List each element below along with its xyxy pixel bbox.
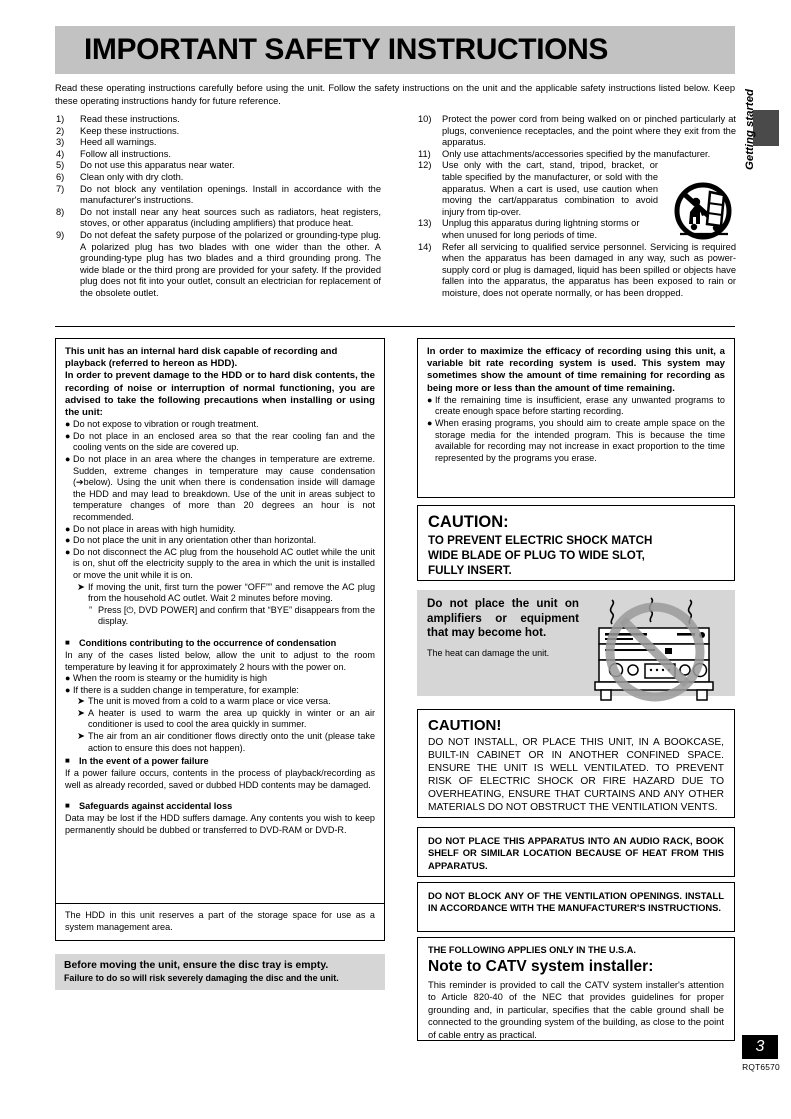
instruction-text: Do not defeat the safety purpose of the polarized or grounding-type plug. A polarized plug has two blades with one wider than the other. A grounding-type plug has two blades and a third grounding prong. The wide blade or the third prong are provided for your safety. If the provided plug does not fit into your outlet, consult an electrician for replacement of the obsolete outlet.	[80, 229, 381, 298]
section-tab-label: Getting started	[744, 88, 756, 170]
square-bullet-icon: ■	[65, 637, 70, 647]
hdd-precautions-box	[55, 338, 385, 910]
instruction-item	[56, 160, 381, 172]
bullet-text: Do not disconnect the AC plug from the household AC outlet while the unit is on, shut off the electricity supply to the area in which the unit is installed or move the unit while it is on.	[73, 546, 375, 580]
bullet-dot: ●	[65, 535, 71, 546]
arrow-icon: ➤	[77, 696, 85, 708]
caution-title: CAUTION:	[428, 513, 509, 531]
hdd-intro-2: In order to prevent damage to the HDD or to hard disk contents, the recording of noise or interruption of normal functioning, you are advised to take the following precautions when installing or using the unit:	[65, 370, 375, 419]
condensation-body: In any of the cases listed below, allow the unit to adjust to the room temperature by leaving it for approximately 2 hours with the power on.	[65, 649, 375, 672]
square-bullet-icon: ■	[65, 756, 70, 766]
instruction-item	[56, 126, 381, 138]
power-failure-heading-row	[65, 755, 375, 767]
caution-line-1: TO PREVENT ELECTRIC SHOCK MATCH	[428, 534, 653, 547]
instruction-number: 9)	[56, 229, 65, 240]
instruction-number: 8)	[56, 206, 65, 217]
instruction-text: Do not install near any heat sources such as radiators, heat registers, stoves, or other apparatus (including amplifiers) that produce heat.	[80, 206, 381, 229]
sub-arrow-text: If moving the unit, first turn the power “OFF”” and remove the AC plug from the household AC outlet. Wait 2 minutes before moving.	[88, 581, 375, 604]
footnote-text: Press [⏻, DVD POWER] and confirm that “BYE” disappears from the display.	[98, 604, 375, 627]
instruction-number: 1)	[56, 114, 65, 124]
bullet-text: Do not place in areas with high humidity.	[73, 523, 236, 534]
instruction-number: 5)	[56, 160, 65, 171]
condensation-heading-row	[65, 637, 375, 649]
footnote-symbol: ”	[89, 604, 92, 615]
sub-arrow-item	[65, 696, 375, 708]
bullet-item	[65, 685, 375, 697]
safeguards-heading: Safeguards against accidental loss	[79, 801, 233, 812]
bullet-item	[65, 419, 375, 431]
instruction-text: Heed all warnings.	[80, 137, 157, 148]
bullet-dot: ●	[65, 673, 71, 684]
bullet-item	[427, 395, 725, 418]
instruction-number: 7)	[56, 183, 65, 194]
instruction-number: 2)	[56, 125, 65, 136]
bullet-dot: ●	[427, 394, 433, 405]
safeguards-heading-row	[65, 800, 375, 812]
catv-applies-usa: THE FOLLOWING APPLIES ONLY IN THE U.S.A.	[428, 945, 636, 955]
instruction-text: Follow all instructions.	[80, 148, 171, 159]
bullet-text: If there is a sudden change in temperature, for example:	[73, 684, 299, 695]
before-moving-line2: Failure to do so will risk severely damaging the disc and the unit.	[64, 972, 339, 983]
instruction-number: 3)	[56, 137, 65, 148]
instruction-text: Keep these instructions.	[80, 125, 180, 136]
instruction-text: Do not use this apparatus near water.	[80, 160, 235, 171]
bullet-dot: ●	[65, 454, 71, 464]
safety-instructions-left	[56, 114, 381, 300]
amplifier-warning-title: Do not place the unit on amplifiers or equipment that may become hot.	[427, 597, 579, 640]
instruction-item	[56, 184, 381, 207]
bullet-dot: ●	[65, 546, 71, 557]
no-stacking-on-amplifier-icon	[581, 596, 729, 708]
hdd-intro-1: This unit has an internal hard disk capable of recording and playback (referred to hereon as HDD).	[65, 346, 338, 370]
sub-arrow-text: A heater is used to warm the area up quickly in winter or an air conditioner is used to cool the area quickly in summer.	[88, 707, 375, 730]
ventilation-openings-box	[417, 882, 735, 932]
bullet-dot: ●	[427, 418, 433, 428]
bullet-text: If the remaining time is insufficient, erase any unwanted programs to create enough space before starting recording.	[435, 394, 725, 417]
bullet-text: Do not expose to vibration or rough treatment.	[73, 419, 259, 430]
bullet-item	[65, 547, 375, 582]
arrow-icon: ➤	[77, 581, 85, 593]
power-failure-body: If a power failure occurs, contents in the process of playback/recording as well as already recorded, saved or dubbed HDD contents may be damaged.	[65, 768, 375, 790]
instruction-item	[56, 172, 381, 184]
instruction-text: Do not block any ventilation openings. Install in accordance with the manufacturer's instructions.	[80, 183, 381, 206]
sub-arrow-item	[65, 582, 375, 605]
bullet-dot: ●	[65, 430, 71, 441]
bullet-text: When erasing programs, you should aim to create ample space on the storage media for the intended program. This is because the time available for recording may not increase in exact proportion to the time represented by the programs you erase.	[435, 418, 725, 463]
hdd-bullet-list	[65, 419, 375, 628]
instruction-text: Unplug this apparatus during lightning storms or when unused for long periods of time.	[442, 218, 640, 240]
bullet-dot: ●	[65, 419, 71, 430]
document-code: RQT6570	[742, 1062, 780, 1072]
instruction-text: Read these instructions.	[80, 114, 180, 124]
sub-arrow-text: The air from an air conditioner flows directly onto the unit (please take action to ensure this does not happen).	[88, 731, 375, 753]
sub-arrow-item	[65, 731, 375, 754]
page-number: 3	[742, 1035, 778, 1059]
variable-bitrate-box	[417, 338, 735, 498]
before-moving-box	[55, 954, 385, 990]
intro-paragraph: Read these operating instructions carefully before using the unit. Follow the safety instructions on the unit and the applicable safety instructions listed below. Keep these operating instructions handy for future reference.	[55, 83, 735, 106]
instruction-number: 13)	[418, 218, 432, 229]
square-bullet-icon: ■	[65, 801, 70, 811]
power-failure-heading: In the event of a power failure	[79, 756, 209, 767]
instruction-number: 11)	[418, 148, 431, 159]
bullet-text: Do not place in an area where the changes in temperature are extreme. Sudden, extreme changes in temperature may cause condensation (➔below). Using the unit when there is condensation inside will damage the HDD and may lead to breakdown. Use of the unit in areas subject to temperature changes of more than 20 degrees an hour is not recommended.	[73, 454, 375, 522]
instruction-text: Clean only with dry cloth.	[80, 171, 184, 182]
ventilation-text: DO NOT BLOCK ANY OF THE VENTILATION OPENINGS. INSTALL IN ACCORDANCE WITH THE MANUFACTURER'S INSTRUCTIONS.	[428, 890, 724, 914]
bullet-dot: ●	[65, 523, 71, 534]
caution2-title: CAUTION!	[428, 717, 502, 734]
condensation-heading: Conditions contributing to the occurrence of condensation	[79, 637, 337, 648]
sub-arrow-text: The unit is moved from a cold to a warm place or vice versa.	[88, 696, 331, 707]
bullet-text: When the room is steamy or the humidity is high	[73, 673, 268, 684]
bullet-text: Do not place the unit in any orientation other than horizontal.	[73, 535, 317, 546]
instruction-item	[56, 230, 381, 300]
instruction-number: 10)	[418, 114, 432, 124]
before-moving-line1: Before moving the unit, ensure the disc tray is empty.	[64, 960, 329, 971]
instruction-item	[418, 242, 736, 300]
section-tab-marker	[753, 110, 779, 146]
hdd-reserve-text: The HDD in this unit reserves a part of the storage space for use as a system management area.	[65, 910, 375, 932]
amplifier-warning-box	[417, 590, 735, 696]
vbr-bullet-list	[427, 395, 725, 465]
instruction-text: Use only with the cart, stand, tripod, bracket, or table specified by the manufacturer, or sold with the apparatus. When a cart is used, use caution when moving the cart/apparatus combination to avoid injury from tip-over.	[442, 160, 658, 217]
instruction-number: 14)	[418, 241, 432, 252]
caution2-body: DO NOT INSTALL, OR PLACE THIS UNIT, IN A BOOKCASE, BUILT-IN CABINET OR IN ANOTHER CONFINED SPACE. ENSURE THE UNIT IS WELL VENTILATED. TO PREVENT RISK OF ELECTRIC SHOCK OR FIRE HAZARD DUE TO OVERHEATING, ENSURE THAT CURTAINS AND ANY OTHER MATERIALS DO NOT OBSTRUCT THE VENTILATION VENTS.	[428, 737, 724, 814]
caution-shock-box	[417, 505, 735, 581]
instruction-item	[56, 137, 381, 149]
amplifier-warning-sub: The heat can damage the unit.	[427, 647, 550, 658]
instruction-number: 12)	[418, 160, 432, 171]
catv-title: Note to CATV system installer:	[428, 958, 654, 975]
arrow-icon: ➤	[77, 707, 85, 719]
vbr-bold-text: In order to maximize the efficacy of recording using this unit, a variable bit rate recording system is used. This system may sometimes show the amount of time remaining for recording as being more or less than the amount of time remaining.	[427, 346, 725, 394]
caution-ventilation-box	[417, 709, 735, 818]
caution-line-2: WIDE BLADE OF PLUG TO WIDE SLOT,	[428, 548, 645, 562]
footnote-item	[65, 605, 375, 628]
instruction-text: Refer all servicing to qualified service personnel. Servicing is required when the apparatus has been damaged in any way, such as power-supply cord or plug is damaged, liquid has been spilled or objects have fallen into the apparatus, the apparatus has been exposed to rain or moisture, does not operate normally, or has been dropped.	[442, 241, 736, 298]
instruction-item	[418, 114, 736, 149]
instruction-item	[418, 149, 736, 161]
instruction-text: Protect the power cord from being walked on or pinched particularly at plugs, convenience receptacles, and the point where they exit from the apparatus.	[442, 114, 736, 148]
bullet-dot: ●	[65, 684, 71, 695]
page-title: IMPORTANT SAFETY INSTRUCTIONS	[84, 33, 608, 66]
bullet-item	[65, 535, 375, 547]
instruction-number: 4)	[56, 148, 65, 159]
bullet-item	[65, 524, 375, 536]
instruction-item	[56, 114, 381, 126]
instruction-number: 6)	[56, 171, 65, 182]
hdd-reserve-box	[55, 903, 385, 941]
section-divider	[55, 326, 735, 327]
bullet-item	[65, 454, 375, 524]
audio-rack-box	[417, 827, 735, 877]
catv-body: This reminder is provided to call the CATV system installer's attention to Article 820-40 of the NEC that provides guidelines for proper grounding and, in particular, specifies that the cable ground shall be connected to the grounding system of the building, as close to the point of cable entry as practical.	[428, 979, 724, 1040]
bullet-text: Do not place in an enclosed area so that the rear cooling fan and the cooling vents on the side are covered up.	[73, 430, 375, 453]
instruction-text: Only use attachments/accessories specified by the manufacturer.	[442, 148, 711, 159]
caution-line-3: FULLY INSERT.	[428, 563, 512, 577]
arrow-icon: ➤	[77, 731, 85, 743]
bullet-item	[65, 673, 375, 685]
instruction-item	[56, 207, 381, 230]
condensation-bullets	[65, 673, 375, 754]
safeguards-body: Data may be lost if the HDD suffers damage. Any contents you wish to keep permanently should be dubbed or transferred to DVD-RAM or DVD-R.	[65, 813, 375, 836]
instruction-item	[56, 149, 381, 161]
cart-tipover-icon	[672, 182, 734, 244]
bullet-item	[65, 431, 375, 454]
audio-rack-text: DO NOT PLACE THIS APPARATUS INTO AN AUDIO RACK, BOOK SHELF OR SIMILAR LOCATION BECAUSE OF HEAT FROM THIS APPARATUS.	[428, 835, 724, 871]
catv-installer-box	[417, 937, 735, 1041]
sub-arrow-item	[65, 708, 375, 731]
bullet-item	[427, 418, 725, 464]
